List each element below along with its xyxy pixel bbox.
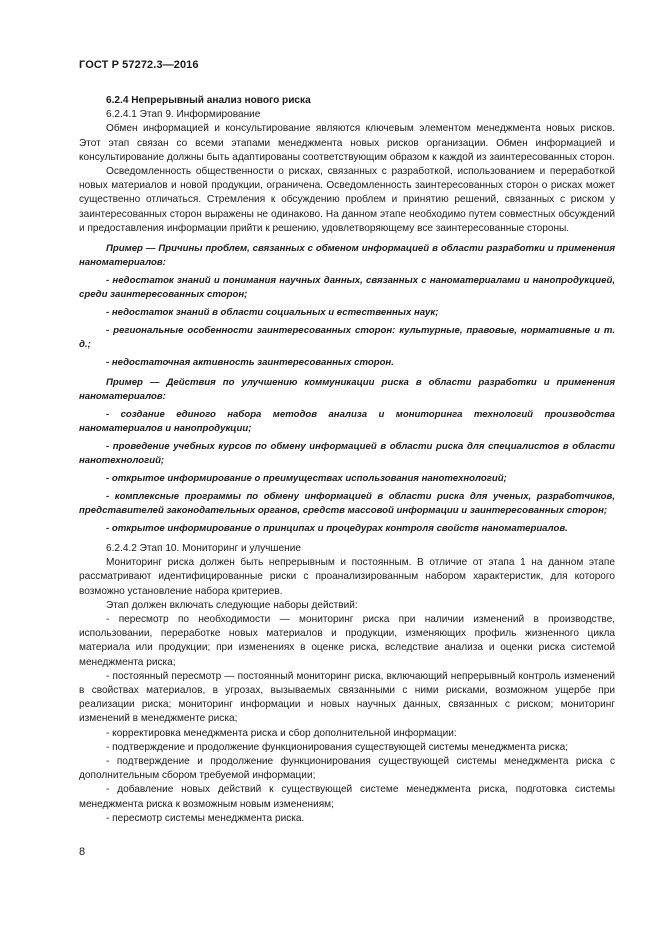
paragraph: - недостаточная активность заинтересованных сторон.: [106, 357, 394, 369]
paragraph: - открытое информирование о принципах и процедурах контроля свойств наноматериалов.: [106, 523, 568, 535]
paragraph: Пример — Действия по улучшению коммуникации риска в области разработки и применения наноматериалов:: [79, 377, 615, 403]
paragraph: - добавление новых действий к существующей системе менеджмента риска, подготовка системы менеджмента риска к возможным новым изменениям;: [79, 784, 615, 810]
paragraph: Мониторинг риска должен быть непрерывным и постоянным. В отличие от этапа 1 на данном этапе рассматривают идентифицированные риски с проанализированным набором характеристик, для которого возможно установление набора критериев.: [79, 557, 615, 597]
paragraph: Этап должен включать следующие наборы действий:: [106, 599, 358, 611]
paragraph: 6.2.4.1 Этап 9. Информирование: [106, 109, 261, 121]
paragraph: - пересмотр по необходимости — мониторинг риска при наличии изменений в производстве, использовании, переработке новых материалов и продукции, изменяющих профиль жизненного цикла материала или продукции; при изменениях в оценке риска, вследствие анализа и оценки риска системой менеджмента риска;: [79, 614, 615, 668]
paragraph: - региональные особенности заинтересованных сторон: культурные, правовые, нормативные и т. д.;: [79, 325, 615, 351]
document-body: [79, 94, 615, 826]
paragraph: - комплексные программы по обмену информацией в области риска для ученых, разработчиков, представителей законодательных органов, средств массовой информации и заинтересованных сторон;: [79, 491, 615, 517]
paragraph: - пересмотр системы менеджмента риска.: [106, 812, 305, 824]
document-header: ГОСТ Р 57272.3—2016: [79, 59, 199, 71]
paragraph: - подтверждение и продолжение функционирования существующей системы менеджмента риска с дополнительным сбором требуемой информации;: [79, 756, 615, 782]
paragraph: - открытое информирование о преимуществах использования нанотехнологий;: [106, 473, 507, 485]
paragraph: - корректировка менеджмента риска и сбор дополнительной информации:: [106, 727, 457, 739]
paragraph: 6.2.4.2 Этап 10. Мониторинг и улучшение: [106, 543, 301, 555]
paragraph: Пример — Причины проблем, связанных с обменом информацией в области разработки и применения наноматериалов:: [79, 243, 615, 269]
paragraph: - недостаток знаний и понимания научных данных, связанных с наноматериалами и нанопродукцией, среди заинтересованных сторон;: [79, 275, 615, 301]
paragraph: - проведение учебных курсов по обмену информацией в области риска для специалистов в области нанотехнологий;: [79, 441, 615, 467]
paragraph: - создание единого набора методов анализа и мониторинга технологий производства наноматериалов и нанопродукции;: [79, 409, 615, 435]
page-number: 8: [79, 846, 86, 858]
paragraph: 6.2.4 Непрерывный анализ нового риска: [106, 95, 311, 106]
paragraph: - подтверждение и продолжение функционирования существующей системы менеджмента риска;: [106, 741, 569, 753]
paragraph: Осведомленность общественности о рисках, связанных с разработкой, использованием и переработкой новых материалов и новой продукции, ограничена. Осведомленность заинтересованных сторон о рисках может существенно отличаться. Стремления к обсуждению проблем и принятию решений, связанных с риском у заинтересованных сторон выражены не одинаково. На данном этапе необходимо путем совместных обсуждений и предоставления информации прийти к решению, удовлетворяющему все заинтересованные стороны.: [79, 166, 615, 234]
paragraph: - постоянный пересмотр — постоянный мониторинг риска, включающий непрерывный контроль изменений в свойствах материалов, в угрозах, вызываемых связанными с ними рисками, возможном ущербе при реализации риска; мониторинг информации и новых научных данных, связанных с риском; мониторинг изменений в менеджменте риска;: [79, 670, 615, 725]
paragraph: - недостаток знаний в области социальных и естественных наук;: [106, 307, 439, 319]
paragraph: Обмен информацией и консультирование являются ключевым элементом менеджмента новых рисков. Этот этап связан со всеми этапами менеджмента новых рисков организации. Обмен информацией и консультирование должны быть адаптированы соответствующим образом к каждой из заинтересованных сторон.: [79, 123, 615, 163]
